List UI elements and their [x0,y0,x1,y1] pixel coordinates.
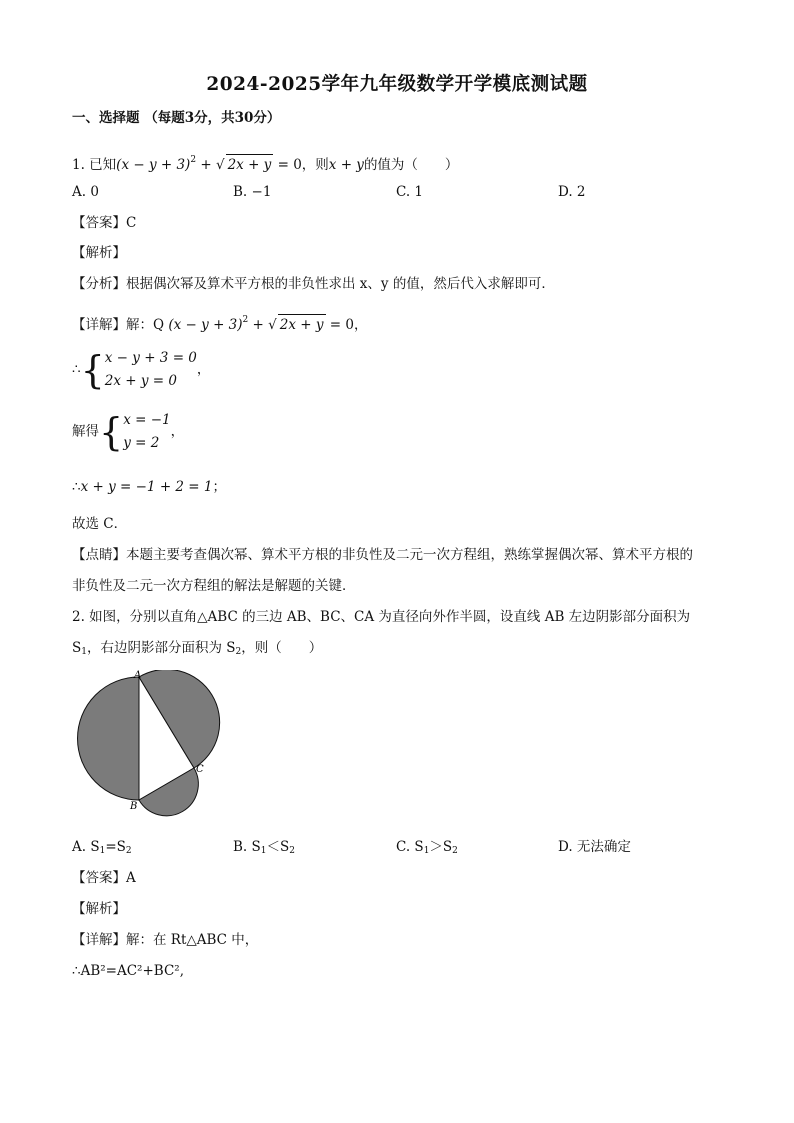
q1-final: ∴x + y = −1 + 2 = 1； [72,479,226,495]
q1-option-a: A. 0 [72,184,99,200]
section-heading: 一、选择题 （每题3分，共30分） [72,110,281,126]
q1-option-c: C. 1 [396,184,424,200]
q2-answer: 【答案】A [72,870,136,886]
q1-system-1: ∴{x − y + 3 = 0 2x + y = 0， [72,348,211,392]
q2-detail: 【详解】解：在 Rt△ABC 中， [72,932,259,948]
label-a: A [134,670,142,681]
question-1-stem: 1. 已知$(x - y + 3)^2$ + √ 2x + y = 0，则x + y的值为（ ） [72,155,459,173]
page-title: 2024-2025学年九年级数学开学模底测试题 [206,74,588,95]
q1-option-b: B. −1 [233,184,272,200]
label-b: B [130,801,138,812]
question-2-stem-1: 2. 如图，分别以直角△ABC 的三边 AB、BC、CA 为直径向外作半圆，设直线 AB 左边阴影部分面积为 [72,609,691,625]
q1-fenxi: 【分析】根据偶次幂及算术平方根的非负性求出 x、y 的值，然后代入求解即可． [72,276,555,292]
q1-detail: 【详解】解：Q $(x - y + 3)^2$ + √ 2x + y = 0， [72,315,368,333]
q1-expr-power: $(x - y + 3)^2$ [116,155,197,173]
q2-option-d: D. 无法确定 [558,839,631,855]
q1-option-d: D. 2 [558,184,586,200]
q2-analysis-label: 【解析】 [72,901,126,917]
semicircle-diagram [74,670,234,820]
left-shaded-region [78,677,139,800]
q1-analysis-label: 【解析】 [72,245,126,261]
q1-target: x + y [328,157,364,173]
q2-last-line: ∴AB²=AC²+BC², [72,963,184,979]
q1-choose: 故选 C． [72,516,128,532]
question-2-stem-2: $S_1$，右边阴影部分面积为 $S_2$，则（ ） [72,640,323,657]
q1-sqrt: 2x + y [226,154,274,175]
label-c: C [196,764,204,775]
q1-system-2: 解得{x = −1 y = 2， [72,410,185,454]
q1-prefix: 1. 已知 [72,157,117,173]
q1-answer: 【答案】C [72,215,137,231]
q2-option-b: B. $S_1<S_2$ [233,839,295,856]
q1-comment-2: 非负性及二元一次方程组的解法是解题的关键． [72,578,356,594]
q1-comment-1: 【点睛】本题主要考查偶次幂、算术平方根的非负性及二元一次方程组，熟练掌握偶次幂、算术平方根的 [72,547,693,563]
q2-option-a: A. $S_1=S_2$ [72,839,132,856]
q2-option-c: C. $S_1>S_2$ [396,839,458,856]
